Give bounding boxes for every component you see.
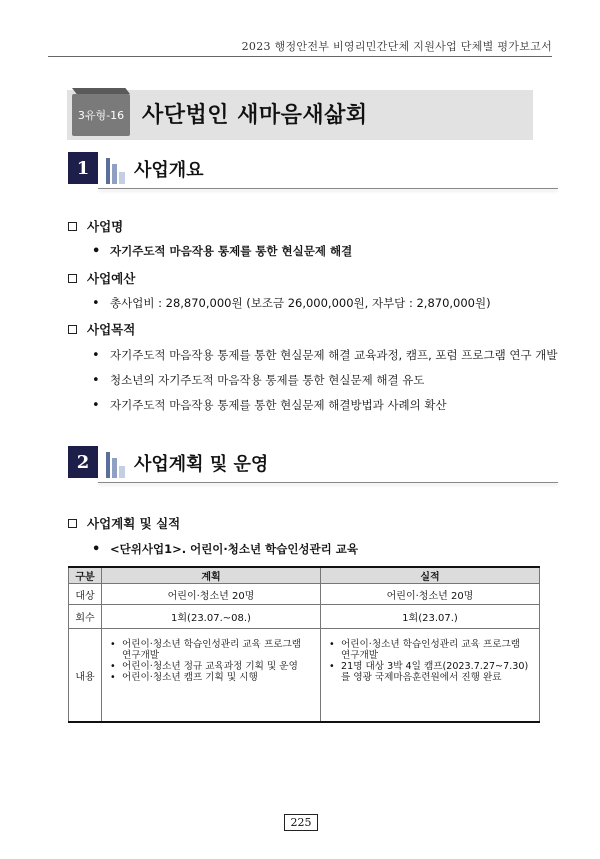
section-number: 1 — [68, 152, 98, 184]
list-item: • 어린이·청소년 정규 교육과정 기획 및 운영 — [110, 661, 312, 672]
section-title: 사업계획 및 운영 — [134, 454, 269, 475]
list-item-text: <단위사업1>. 어린이·청소년 학습인성관리 교육 — [110, 542, 358, 556]
plan-cell: 1회(23.07.~08.) — [102, 605, 321, 629]
section-underline — [98, 482, 558, 483]
subheading-label: 사업계획 및 실적 — [87, 516, 181, 531]
list-item-text: 총사업비 : 28,870,000원 (보조금 26,000,000원, 자부담 : 2,870,000원) — [110, 296, 491, 310]
column-header: 실적 — [321, 567, 540, 584]
list-item — [92, 295, 491, 311]
list-item: • 어린이·청소년 캠프 기획 및 시행 — [110, 672, 312, 683]
checkbox-square-icon — [68, 222, 77, 231]
list-item-text: 자기주도적 마음작용 통제를 통한 현실문제 해결방법과 사례의 확산 — [110, 398, 447, 412]
section-underline — [98, 188, 558, 189]
plan-table — [68, 566, 540, 723]
plan-cell: 어린이·청소년 20명 — [102, 584, 321, 605]
section-heading-1 — [68, 150, 558, 190]
list-item: • 21명 대상 3박 4일 캠프(2023.7.27~7.30)를 영광 국제마음훈련원에서 진행 완료 — [329, 661, 531, 683]
bullet-icon: • — [92, 295, 100, 311]
running-header: 2023 행정안전부 비영리민간단체 지원사업 단체별 평가보고서 — [241, 40, 552, 53]
row-label: 회수 — [69, 605, 102, 629]
table-row — [69, 605, 540, 629]
bullet-icon: • — [92, 541, 101, 557]
list-item: • 어린이·청소년 학습인성관리 교육 프로그램 연구개발 — [110, 639, 312, 661]
header-rule — [48, 56, 552, 57]
list-item-text: 청소년의 자기주도적 마음작용 통제를 통한 현실문제 해결 유도 — [110, 373, 425, 387]
subheading-budget — [68, 269, 135, 287]
bullet-icon: • — [92, 243, 101, 259]
list-item-text: 자기주도적 마음작용 통제를 통한 현실문제 해결 — [110, 244, 353, 258]
checkbox-square-icon — [68, 519, 77, 528]
section-title: 사업개요 — [134, 160, 204, 181]
row-label: 대상 — [69, 584, 102, 605]
bullet-icon: • — [92, 347, 100, 363]
type-badge: 3유형-16 — [72, 94, 130, 136]
page-number: 225 — [284, 814, 318, 831]
checkbox-square-icon — [68, 325, 77, 334]
subheading-label: 사업목적 — [87, 322, 136, 337]
subheading-project-name — [68, 217, 123, 235]
result-cell — [321, 629, 540, 723]
list-item — [92, 397, 447, 413]
bullet-icon: • — [92, 372, 100, 388]
subheading-purpose — [68, 320, 135, 338]
plan-cell — [102, 629, 321, 723]
bar-graphic-icon — [106, 450, 128, 478]
bar-graphic-icon — [106, 156, 128, 184]
list-item — [92, 347, 557, 363]
list-item — [92, 372, 424, 388]
list-item: • 어린이·청소년 학습인성관리 교육 프로그램 연구개발 — [329, 639, 531, 661]
checkbox-square-icon — [68, 274, 77, 283]
list-item — [92, 541, 358, 557]
list-item — [92, 243, 352, 259]
column-header: 구분 — [69, 567, 102, 584]
section-heading-2 — [68, 444, 558, 484]
table-row — [69, 629, 540, 723]
column-header: 계획 — [102, 567, 321, 584]
subheading-label: 사업명 — [87, 219, 124, 234]
table-row — [69, 584, 540, 605]
org-title: 사단법인 새마음새삶회 — [142, 103, 368, 128]
section-number: 2 — [68, 446, 98, 478]
bullet-icon: • — [92, 397, 100, 413]
row-label: 내용 — [69, 629, 102, 723]
result-cell: 1회(23.07.) — [321, 605, 540, 629]
list-item-text: 자기주도적 마음작용 통제를 통한 현실문제 해결 교육과정, 캠프, 포럼 프로그램 연구 개발 — [110, 348, 558, 362]
subheading-label: 사업예산 — [87, 271, 136, 286]
table-header-row — [69, 567, 540, 584]
subheading-plan — [68, 514, 180, 532]
result-cell: 어린이·청소년 20명 — [321, 584, 540, 605]
